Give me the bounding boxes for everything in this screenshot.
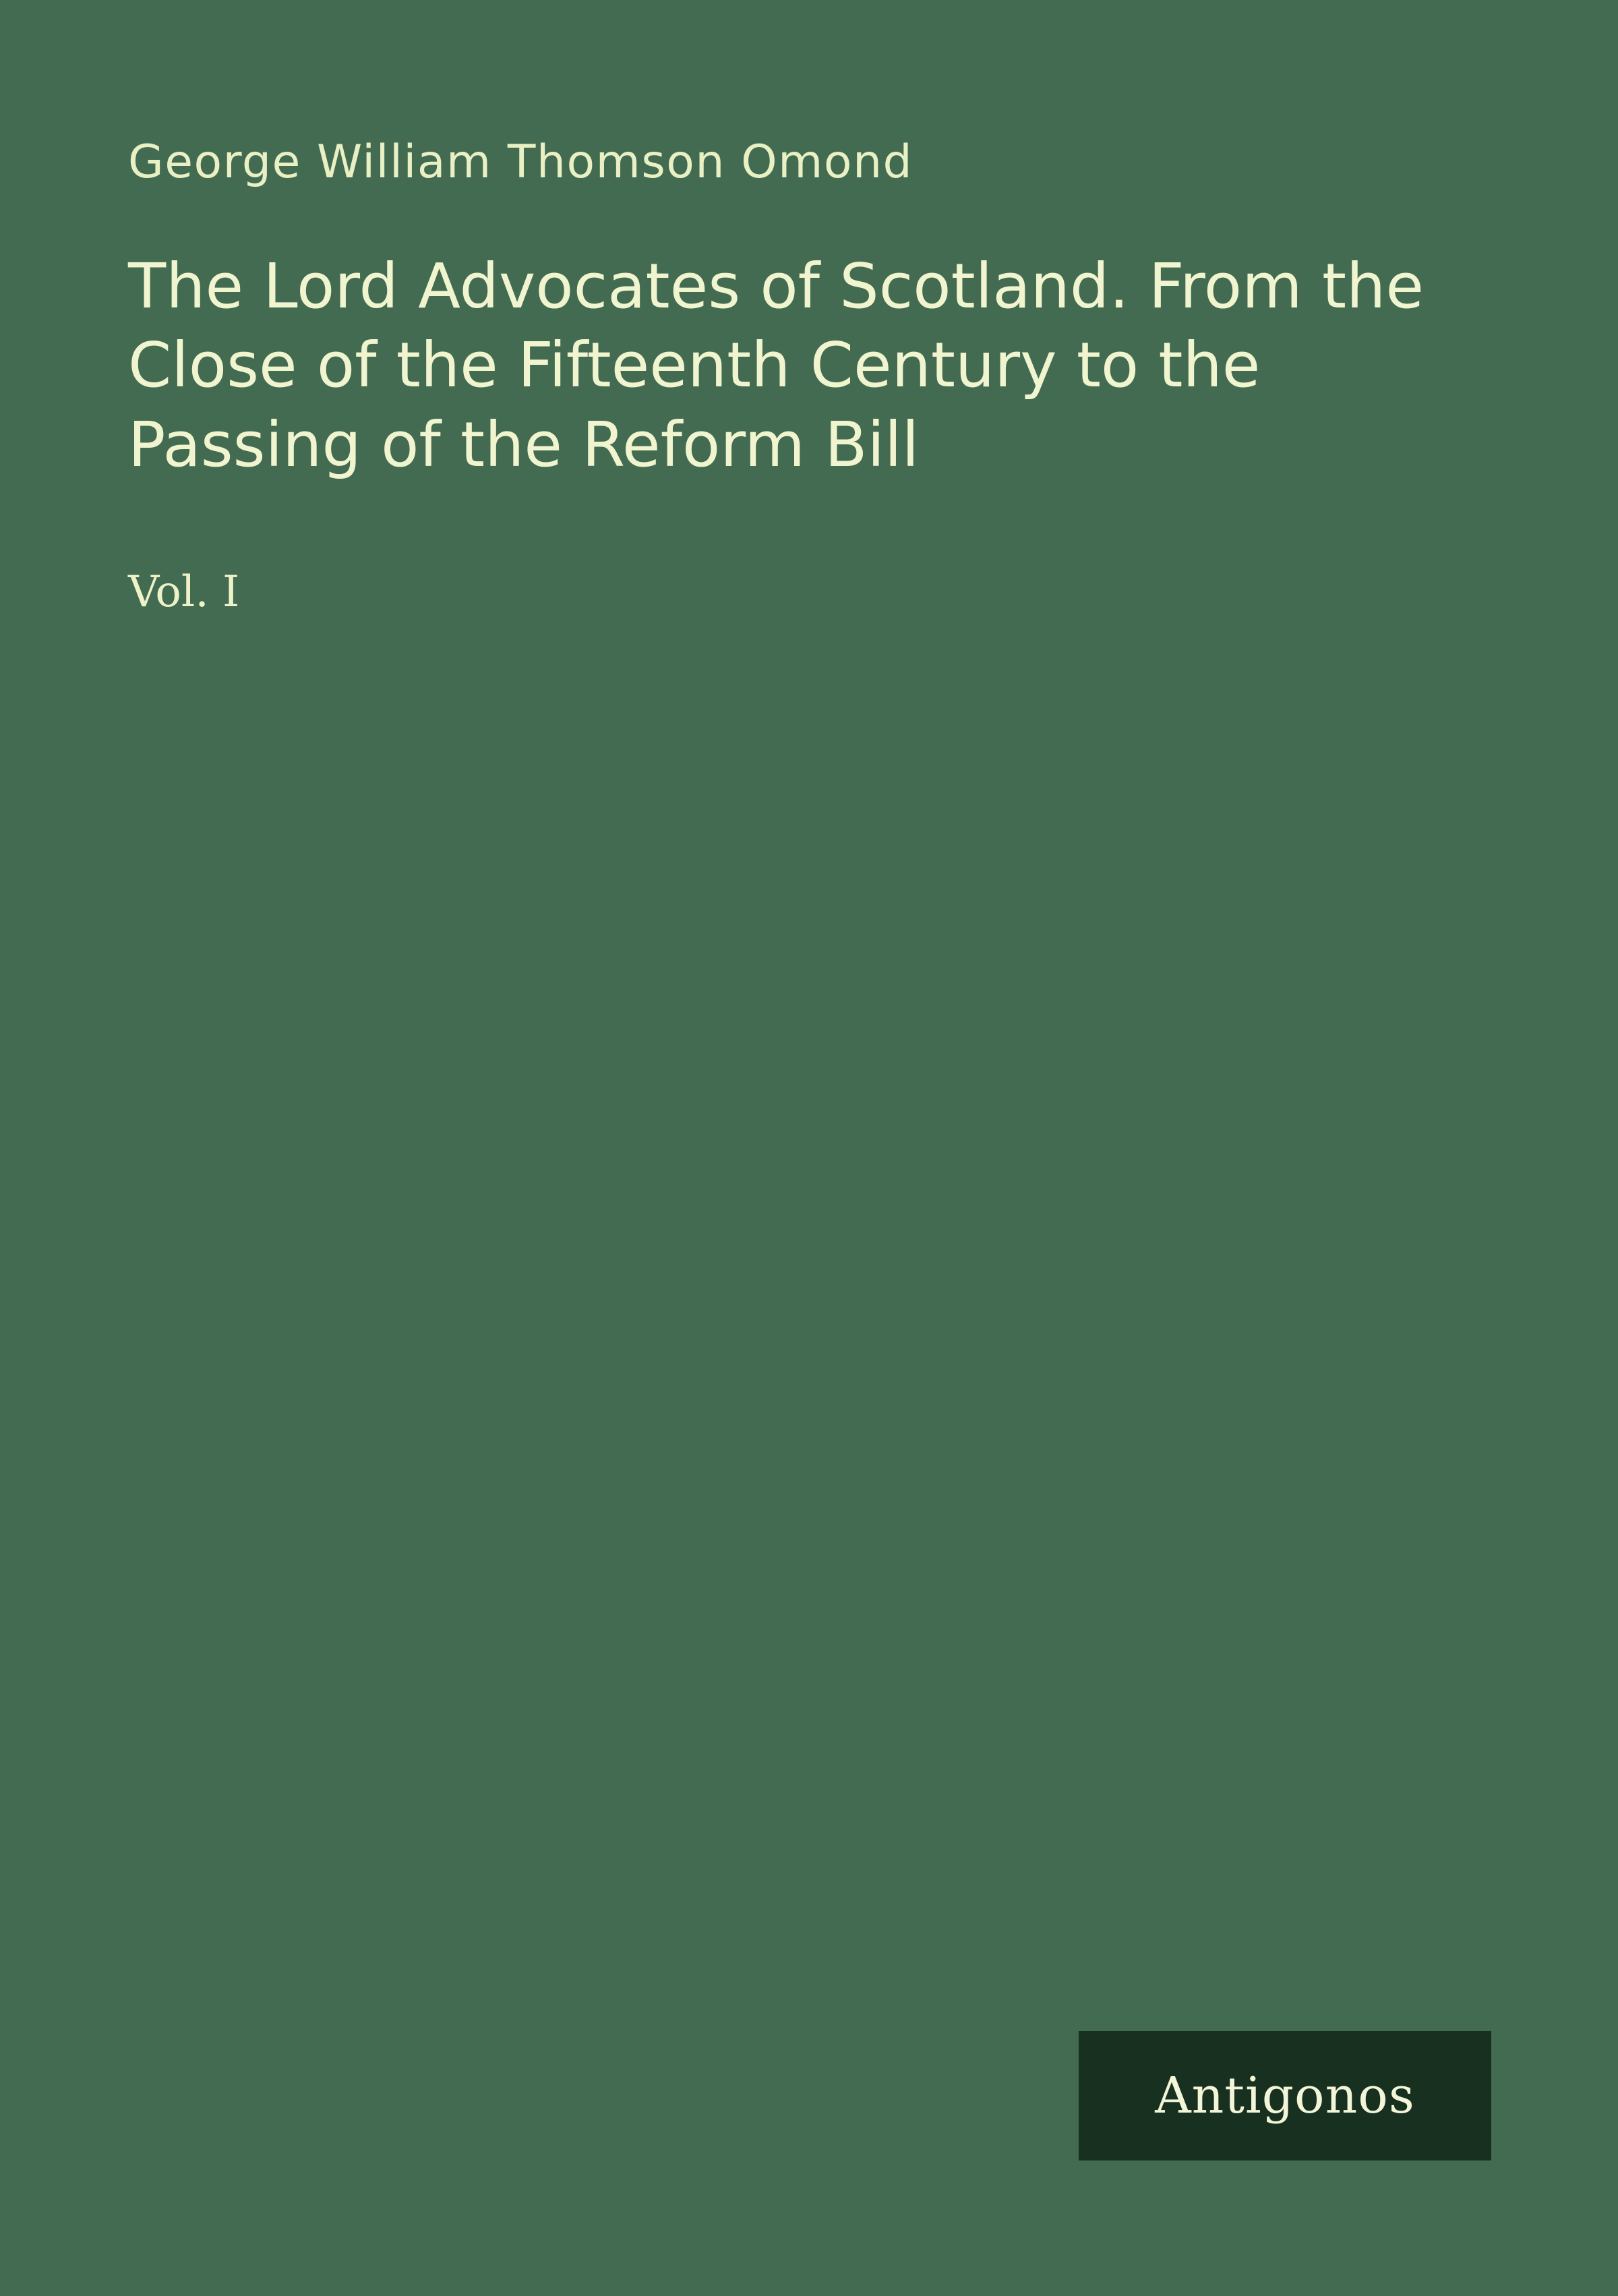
publisher-badge — [1079, 2031, 1491, 2160]
publisher-name: Antigonos — [1155, 2067, 1415, 2125]
book-title: The Lord Advocates of Scotland. From the Close of the Fifteenth Century to the Passing of the Reform Bill — [128, 249, 1424, 481]
volume-subtitle: Vol. I — [128, 566, 240, 617]
author-name: George William Thomson Omond — [128, 136, 913, 189]
